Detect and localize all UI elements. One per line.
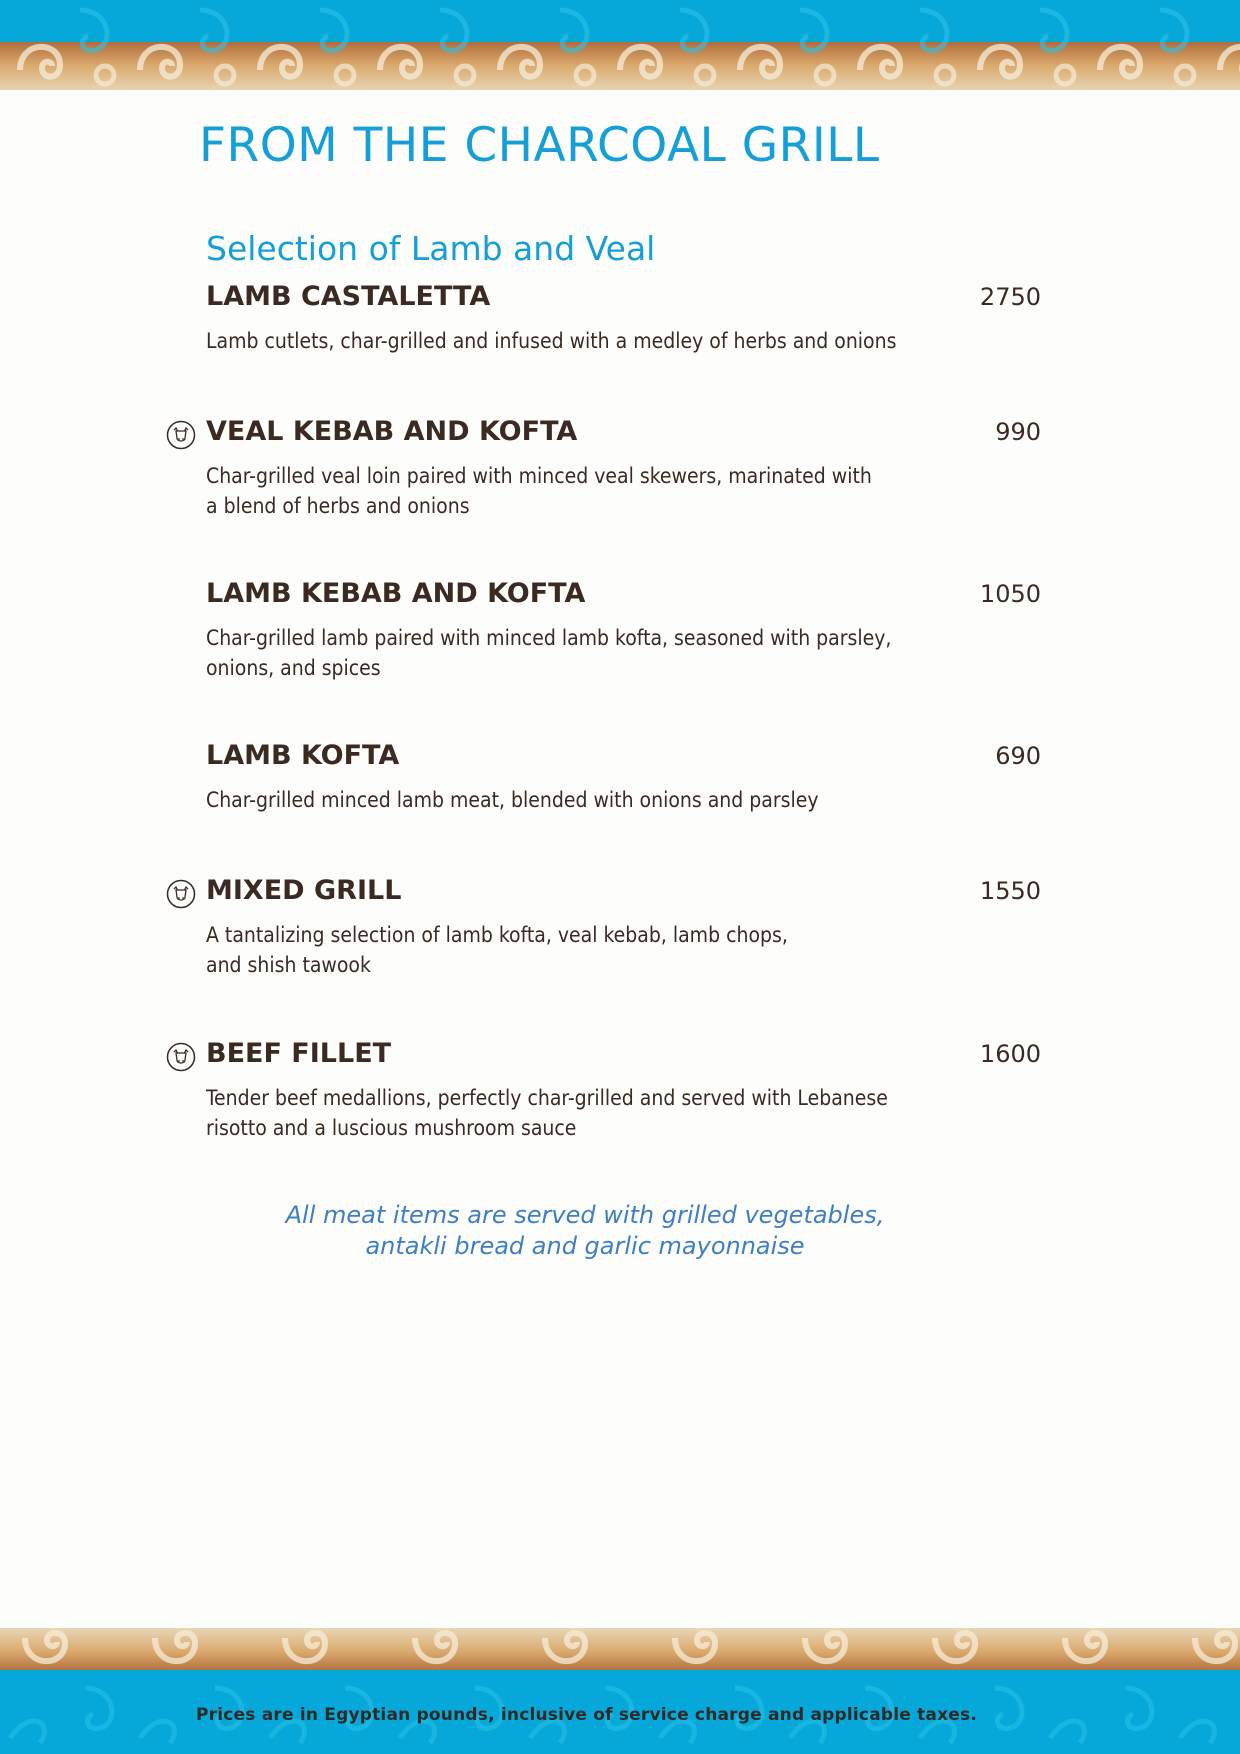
item-description-line: Char-grilled lamb paired with minced lamb kofta, seasoned with parsley,	[206, 626, 892, 650]
item-name: BEEF FILLET	[206, 1038, 392, 1069]
menu-item	[150, 416, 1050, 536]
item-price: 1600	[979, 1040, 1041, 1068]
item-description-line: A tantalizing selection of lamb kofta, veal kebab, lamb chops,	[206, 923, 788, 947]
item-description-line: Tender beef medallions, perfectly char-grilled and served with Lebanese	[206, 1086, 888, 1110]
item-name: LAMB CASTALETTA	[206, 281, 491, 312]
item-price: 990	[995, 418, 1041, 446]
item-description-line: onions, and spices	[206, 656, 381, 680]
item-name: VEAL KEBAB AND KOFTA	[206, 416, 578, 447]
item-price: 2750	[979, 283, 1041, 311]
menu-item	[150, 875, 1050, 995]
item-description	[206, 623, 926, 683]
item-name: LAMB KEBAB AND KOFTA	[206, 578, 586, 609]
item-description	[206, 920, 926, 980]
item-description	[206, 326, 926, 356]
cow-head-icon	[166, 1042, 196, 1072]
item-description-line: a blend of herbs and onions	[206, 494, 470, 518]
page-title: FROM THE CHARCOAL GRILL	[199, 118, 880, 173]
menu-item	[150, 281, 1050, 401]
bottom-decorative-band	[0, 1628, 1240, 1754]
item-description-line: Lamb cutlets, char-grilled and infused with a medley of herbs and onions	[206, 329, 897, 353]
item-price: 1050	[979, 580, 1041, 608]
menu-item	[150, 740, 1050, 860]
price-disclaimer: Prices are in Egyptian pounds, inclusive of service charge and applicable taxes.	[196, 1705, 977, 1725]
item-description	[206, 461, 926, 521]
section-title: Selection of Lamb and Veal	[206, 229, 656, 268]
serving-note-line: All meat items are served with grilled vegetables,	[285, 1201, 885, 1229]
item-description	[206, 1083, 926, 1143]
item-price: 1550	[979, 877, 1041, 905]
top-decorative-band	[0, 0, 1240, 92]
item-price: 690	[995, 742, 1041, 770]
item-name: MIXED GRILL	[206, 875, 402, 906]
menu-item	[150, 578, 1050, 698]
menu-item	[150, 1038, 1050, 1158]
cow-head-icon	[166, 879, 196, 909]
item-description	[206, 785, 926, 815]
item-description-line: Char-grilled minced lamb meat, blended with onions and parsley	[206, 788, 819, 812]
cow-head-icon	[166, 420, 196, 450]
item-description-line: and shish tawook	[206, 953, 371, 977]
item-description-line: Char-grilled veal loin paired with minced veal skewers, marinated with	[206, 464, 872, 488]
serving-note-line: antakli bread and garlic mayonnaise	[365, 1232, 805, 1260]
item-name: LAMB KOFTA	[206, 740, 400, 771]
item-description-line: risotto and a luscious mushroom sauce	[206, 1116, 577, 1140]
serving-note	[0, 1200, 1170, 1262]
